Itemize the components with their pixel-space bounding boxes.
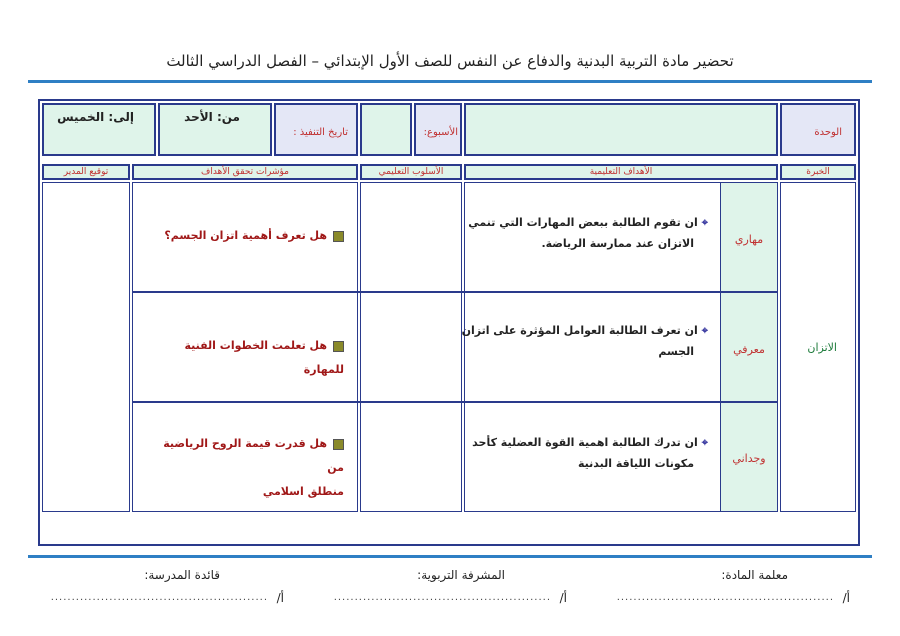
page-title: تحضير مادة التربية البدنية والدفاع عن النفس للصف الأول الإبتدائي – الفصل الدراسي الثالث [166,52,734,70]
principal-sig-column[interactable] [42,182,130,512]
col-experience: الخبرة [780,164,856,180]
supervisor-prefix: أ/ [559,591,567,605]
crosshair-icon: ⌖ [701,216,708,229]
teacher-signature-line[interactable]: .................................................... [616,592,834,603]
col-objectives: الأهداف التعليمية [464,164,778,180]
unit-label: الوحدة [814,127,842,138]
row-divider-1 [132,291,778,293]
from-label: من: الأحد [184,110,240,124]
col-indicators: مؤشرات تحقق الأهداف [132,164,358,180]
objective-row-2: ⌖ان تعرف الطالبة العوامل المؤثرة على اتزان الجسم [461,324,708,358]
principal-signature-line[interactable]: .................................................... [50,592,268,603]
crosshair-icon: ⌖ [701,436,708,449]
objective-row-3: ⌖ان تدرك الطالبة اهمية القوة العضلية كأحد مكونات اللياقة البدنية [472,436,708,470]
row-divider-2 [132,401,778,403]
col-principal-sig: توقيع المدير [42,164,130,180]
sun-square-icon [333,341,344,352]
sun-square-icon [333,439,344,450]
col-method: الأسلوب التعليمي [360,164,462,180]
bottom-rule [28,555,872,558]
exec-date-cell [274,103,358,156]
supervisor-label: المشرفة التربوية: [417,568,505,582]
domain-skill: مهاري [734,233,764,246]
exec-date-label: تاريخ التنفيذ : [293,127,348,138]
sun-square-icon [333,231,344,242]
experience-value: الاتزان [807,341,837,354]
indicator-row-1: هل تعرف أهمية اتزان الجسم؟ [144,224,344,248]
indicator-row-3: هل قدرت قيمة الروح الرياضية من منطلق اسلامي [163,437,344,498]
supervisor-signature-line[interactable]: .................................................... [333,592,551,603]
to-cell[interactable] [42,103,156,156]
principal-prefix: أ/ [276,591,284,605]
method-column[interactable] [360,182,462,512]
week-label-cell [414,103,462,156]
indicator-row-2: هل تعلمت الخطوات الفنية للمهارة [184,339,344,376]
to-label: إلى: الخميس [57,110,134,124]
teacher-label: معلمة المادة: [721,568,788,582]
top-rule [28,80,872,83]
domain-knowledge: معرفي [733,343,765,356]
unit-value-cell[interactable] [464,103,778,156]
experience-cell [780,182,856,512]
crosshair-icon: ⌖ [701,324,708,337]
unit-label-cell [780,103,856,156]
objective-row-1: ⌖ان تقوم الطالبة ببعض المهارات التي تنمي الاتزان عند ممارسة الرياضة. [468,216,708,250]
principal-label: قائدة المدرسة: [144,568,220,582]
week-label: الأسبوع: [423,127,458,138]
from-cell[interactable] [158,103,272,156]
domain-affective: وجداني [732,452,766,465]
week-value-cell[interactable] [360,103,412,156]
teacher-prefix: أ/ [842,591,850,605]
